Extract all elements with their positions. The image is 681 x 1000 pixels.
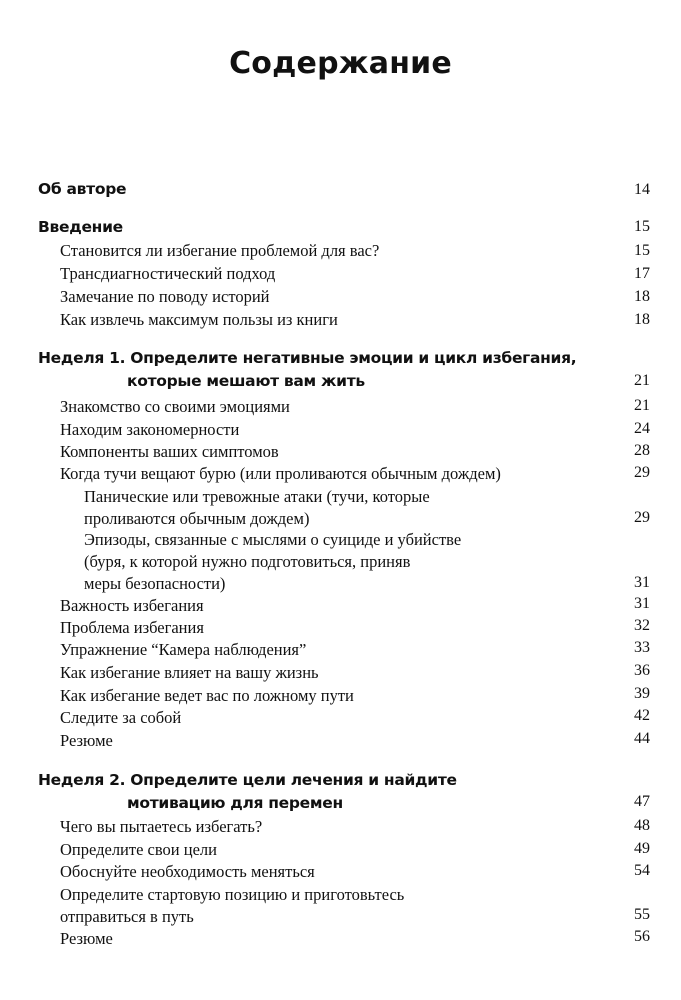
toc-page-number: 47 (634, 793, 650, 810)
toc-entry-label: Когда тучи вещают бурю (или проливаются обычным дождем) (60, 464, 501, 483)
toc-entry-label-line-2: проливаются обычным дождем) (84, 509, 310, 528)
page-title: Содержание (229, 46, 452, 81)
toc-entry-label: Введение (38, 218, 123, 236)
toc-entry-label: Упражнение “Камера наблюдения” (60, 640, 307, 659)
toc-entry-label: Как извлечь максимум пользы из книги (60, 310, 338, 329)
toc-entry-label-line-1: Панические или тревожные атаки (тучи, которые (84, 487, 430, 506)
toc-entry-label: Как избегание ведет вас по ложному пути (60, 686, 354, 705)
toc-page-number: 21 (634, 372, 650, 389)
toc-entry-label: Как избегание влияет на вашу жизнь (60, 663, 319, 682)
toc-page-number: 32 (634, 617, 650, 634)
toc-page-number: 28 (634, 442, 650, 459)
toc-entry-label: Компоненты ваших симптомов (60, 442, 279, 461)
toc-page-number: 56 (634, 928, 650, 945)
toc-entry-label: Определите свои цели (60, 840, 217, 859)
toc-page-number: 33 (634, 639, 650, 656)
toc-entry-label: Важность избегания (60, 596, 204, 615)
toc-page-number: 54 (634, 862, 650, 879)
toc-page-number: 29 (634, 509, 650, 526)
toc-entry-label: Знакомство со своими эмоциями (60, 397, 290, 416)
toc-page-number: 17 (634, 265, 650, 282)
toc-entry-label: Находим закономерности (60, 420, 240, 439)
toc-page-number: 24 (634, 420, 650, 437)
toc-page-number: 42 (634, 707, 650, 724)
toc-entry-label: Следите за собой (60, 708, 182, 727)
toc-page-number: 44 (634, 730, 650, 747)
toc-entry-label-line-1: Неделя 2. Определите цели лечения и найдите (38, 771, 457, 789)
toc-entry-label-line-1: Определите стартовую позицию и приготовьтесь (60, 885, 405, 904)
toc-entry-label: Трансдиагностический подход (60, 264, 276, 283)
toc-entry-label: Замечание по поводу историй (60, 287, 270, 306)
toc-entry-label-line-3: меры безопасности) (84, 574, 226, 593)
toc-page-number: 14 (634, 181, 650, 198)
toc-entry-label-line-2: мотивацию для перемен (127, 794, 343, 812)
toc-entry-label: Резюме (60, 731, 113, 750)
toc-entry-label-line-2: которые мешают вам жить (127, 372, 365, 390)
toc-page-number: 18 (634, 311, 650, 328)
toc-page-number: 15 (634, 242, 650, 259)
toc-page-number: 48 (634, 817, 650, 834)
toc-entry-label-line-2: (буря, к которой нужно подготовиться, приняв (84, 552, 411, 571)
toc-entry-label: Становится ли избегание проблемой для вас? (60, 241, 380, 260)
toc-page-number: 31 (634, 574, 650, 591)
toc-page-number: 15 (634, 218, 650, 235)
toc-entry-label: Резюме (60, 929, 113, 948)
toc-entry-label-line-2: отправиться в путь (60, 907, 194, 926)
toc-entry-label: Об авторе (38, 180, 127, 198)
toc-entry-label: Обоснуйте необходимость меняться (60, 862, 315, 881)
toc-page-number: 18 (634, 288, 650, 305)
toc-page-number: 31 (634, 595, 650, 612)
toc-page-number: 21 (634, 397, 650, 414)
toc-entry-label-line-1: Эпизоды, связанные с мыслями о суициде и убийстве (84, 530, 462, 549)
toc-page-number: 36 (634, 662, 650, 679)
toc-page-number: 39 (634, 685, 650, 702)
toc-entry-label: Проблема избегания (60, 618, 204, 637)
toc-entry-label: Чего вы пытаетесь избегать? (60, 817, 263, 836)
toc-entry-label-line-1: Неделя 1. Определите негативные эмоции и цикл избегания, (38, 349, 577, 367)
toc-page-number: 49 (634, 840, 650, 857)
toc-page-number: 55 (634, 906, 650, 923)
toc-page-number: 29 (634, 464, 650, 481)
